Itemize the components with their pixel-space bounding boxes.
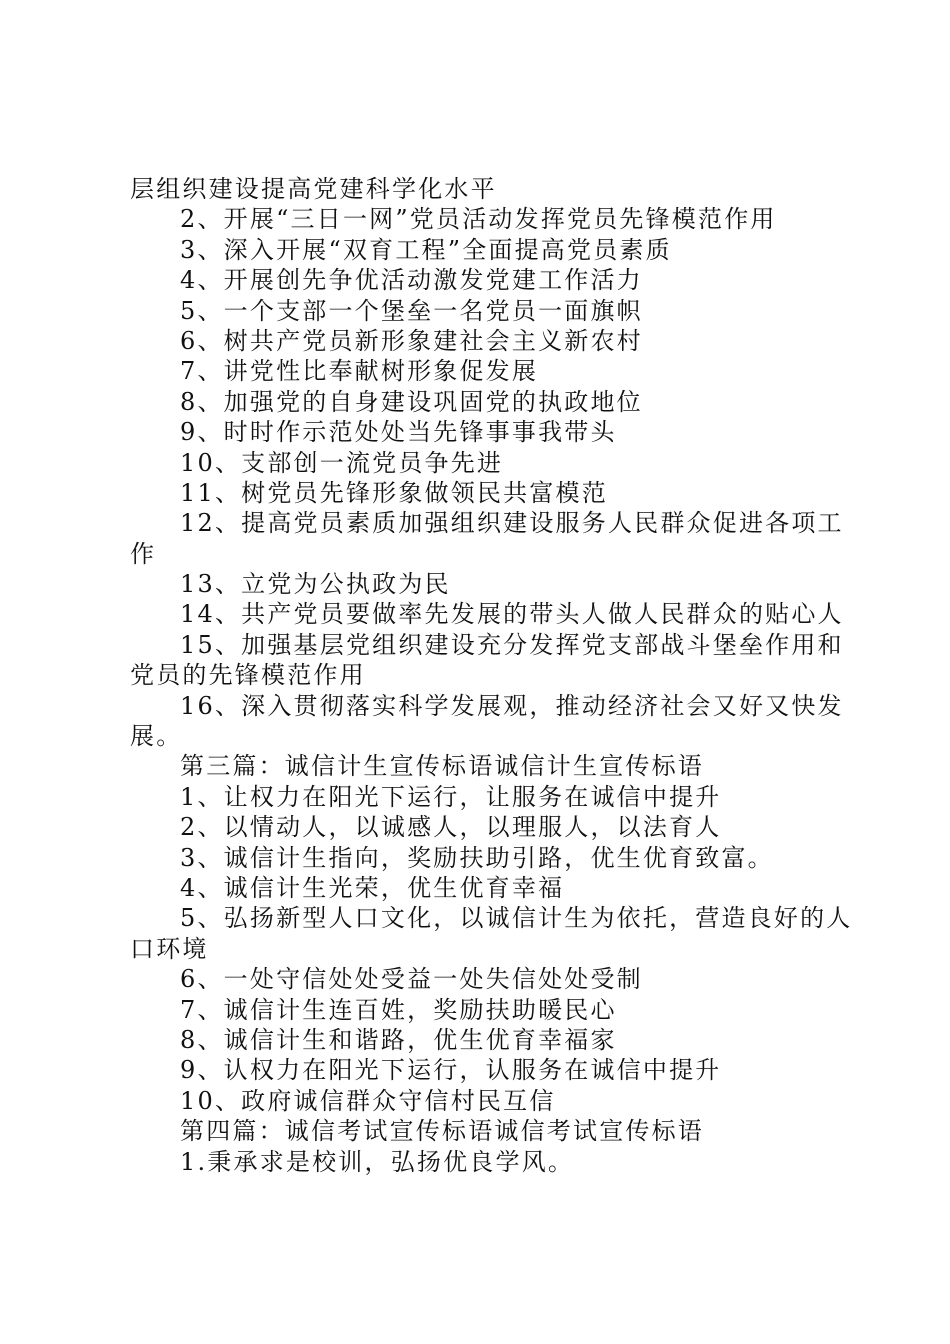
text-line: 5、一个支部一个堡垒一名党员一面旗帜 (180, 296, 643, 325)
text-line: 10、支部创一流党员争先进 (180, 448, 504, 477)
text-line: 15、加强基层党组织建设充分发挥党支部战斗堡垒作用和 (180, 630, 844, 659)
text-line: 党员的先锋模范作用 (130, 661, 366, 690)
text-line: 14、共产党员要做率先发展的带头人做人民群众的贴心人 (180, 600, 844, 629)
text-line: 16、深入贯彻落实科学发展观，推动经济社会又好又快发 (180, 691, 844, 720)
text-line: 展。 (130, 722, 183, 751)
text-line: 6、树共产党员新形象建社会主义新农村 (180, 326, 643, 355)
text-line: 11、树党员先锋形象做领民共富模范 (180, 478, 608, 507)
text-line: 9、时时作示范处处当先锋事事我带头 (180, 418, 617, 447)
text-line: 8、诚信计生和谐路，优生优育幸福家 (180, 1025, 617, 1054)
text-line: 9、认权力在阳光下运行，认服务在诚信中提升 (180, 1056, 722, 1085)
text-line: 1、让权力在阳光下运行，让服务在诚信中提升 (180, 782, 722, 811)
text-line: 1.秉承求是校训，弘扬优良学风。 (180, 1147, 575, 1176)
text-line: 4、开展创先争优活动激发党建工作活力 (180, 266, 643, 295)
text-line: 5、弘扬新型人口文化，以诚信计生为依托，营造良好的人 (180, 904, 853, 933)
text-line: 6、一处守信处处受益一处失信处处受制 (180, 965, 643, 994)
text-line: 第三篇：诚信计生宣传标语诚信计生宣传标语 (180, 752, 704, 781)
text-line: 3、诚信计生指向，奖励扶助引路，优生优育致富。 (180, 843, 774, 872)
text-line: 作 (130, 539, 157, 568)
text-line: 层组织建设提高党建科学化水平 (130, 175, 497, 203)
text-line: 第四篇：诚信考试宣传标语诚信考试宣传标语 (180, 1117, 704, 1146)
text-line: 4、诚信计生光荣，优生优育幸福 (180, 873, 565, 902)
text-line: 7、讲党性比奉献树形象促发展 (180, 357, 539, 386)
text-line: 10、政府诚信群众守信村民互信 (180, 1086, 556, 1115)
text-line: 13、立党为公执政为民 (180, 570, 451, 599)
document-body (130, 174, 853, 1177)
text-line: 7、诚信计生连百姓，奖励扶助暖民心 (180, 995, 617, 1024)
text-line: 12、提高党员素质加强组织建设服务人民群众促进各项工 (180, 509, 844, 538)
text-line: 口环境 (130, 934, 209, 963)
text-line: 8、加强党的自身建设巩固党的执政地位 (180, 387, 643, 416)
text-line: 3、深入开展“双育工程”全面提高党员素质 (180, 235, 672, 264)
text-line: 2、开展“三日一网”党员活动发挥党员先锋模范作用 (180, 205, 777, 234)
text-line: 2、以情动人，以诚感人，以理服人，以法育人 (180, 813, 722, 842)
